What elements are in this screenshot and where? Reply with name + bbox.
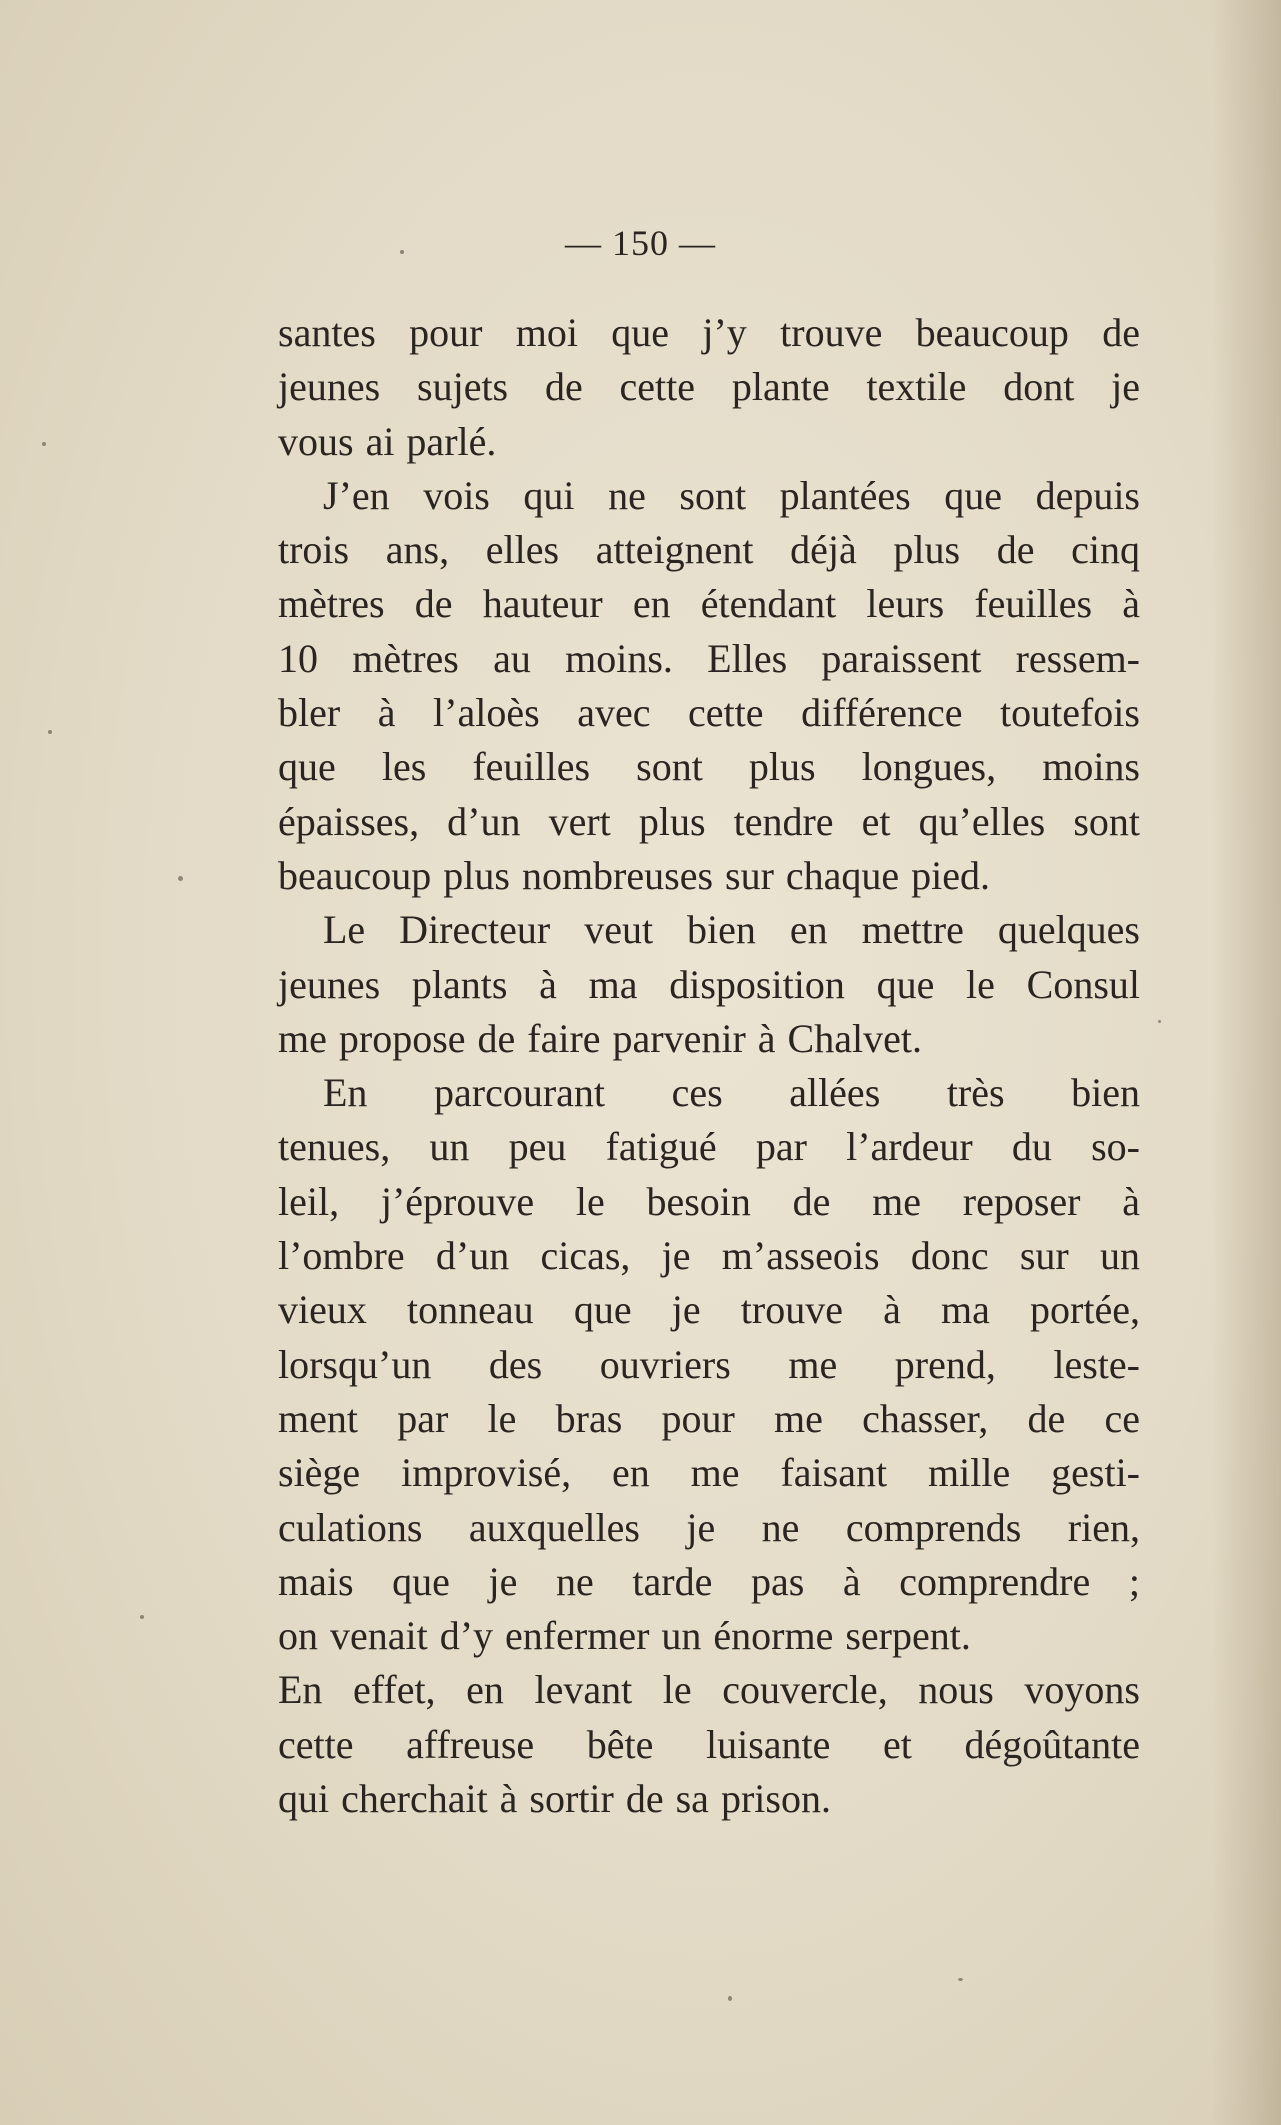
text-line: lorsqu’un des ouvriers me prend, leste-	[278, 1341, 1140, 1387]
text-line: jeunes sujets de cette plante textile dont je	[278, 364, 1140, 410]
paper-speck	[48, 730, 52, 734]
text-line: qui cherchait à sortir de sa prison.	[278, 1776, 831, 1822]
text-line: épaisses, d’un vert plus tendre et qu’elles sont	[278, 798, 1140, 844]
text-line: siège improvisé, en me faisant mille gesti-	[278, 1450, 1140, 1496]
text-line: me propose de faire parvenir à Chalvet.	[278, 1015, 922, 1061]
text-line: santes pour moi que j’y trouve beaucoup de	[278, 310, 1140, 355]
text-line: mètres de hauteur en étendant leurs feuilles à	[278, 581, 1140, 627]
text-line: ment par le bras pour me chasser, de ce	[278, 1395, 1140, 1441]
text-line: En effet, en levant le couvercle, nous voyons	[278, 1667, 1140, 1713]
paper-speck	[958, 1978, 963, 1981]
text-line: vieux tonneau que je trouve à ma portée,	[278, 1287, 1140, 1333]
paper-speck	[178, 876, 183, 881]
text-line: trois ans, elles atteignent déjà plus de cinq	[278, 527, 1140, 573]
text-line: tenues, un peu fatigué par l’ardeur du so-	[278, 1124, 1140, 1170]
page-number: — 150 —	[565, 223, 716, 263]
text-line: leil, j’éprouve le besoin de me reposer à	[278, 1178, 1140, 1224]
text-line: vous ai parlé.	[278, 418, 497, 464]
text-line: 10 mètres au moins. Elles paraissent ressem-	[278, 635, 1140, 681]
paper-speck	[728, 1996, 732, 2001]
paper-speck	[140, 1615, 144, 1619]
text-line: Le Directeur veut bien en mettre quelques	[323, 907, 1140, 953]
paper-speck	[1158, 1020, 1161, 1023]
page-edge-shadow	[1211, 0, 1281, 2125]
paper-speck	[42, 442, 46, 446]
body-text	[278, 306, 1140, 1826]
text-line: mais que je ne tarde pas à comprendre ;	[278, 1558, 1140, 1604]
paper-speck	[400, 250, 404, 254]
text-line: l’ombre d’un cicas, je m’asseois donc sur un	[278, 1233, 1140, 1279]
text-line: cette affreuse bête luisante et dégoûtante	[278, 1721, 1140, 1767]
text-line: jeunes plants à ma disposition que le Consul	[278, 961, 1140, 1007]
text-line: J’en vois qui ne sont plantées que depuis	[323, 472, 1140, 518]
text-line: culations auxquelles je ne comprends rien,	[278, 1504, 1140, 1550]
text-line: bler à l’aloès avec cette différence toutefois	[278, 690, 1140, 736]
text-line: que les feuilles sont plus longues, moins	[278, 744, 1140, 790]
text-line: beaucoup plus nombreuses sur chaque pied.	[278, 852, 991, 898]
text-line: En parcourant ces allées très bien	[323, 1070, 1140, 1116]
text-line: on venait d’y enfermer un énorme serpent.	[278, 1613, 971, 1659]
